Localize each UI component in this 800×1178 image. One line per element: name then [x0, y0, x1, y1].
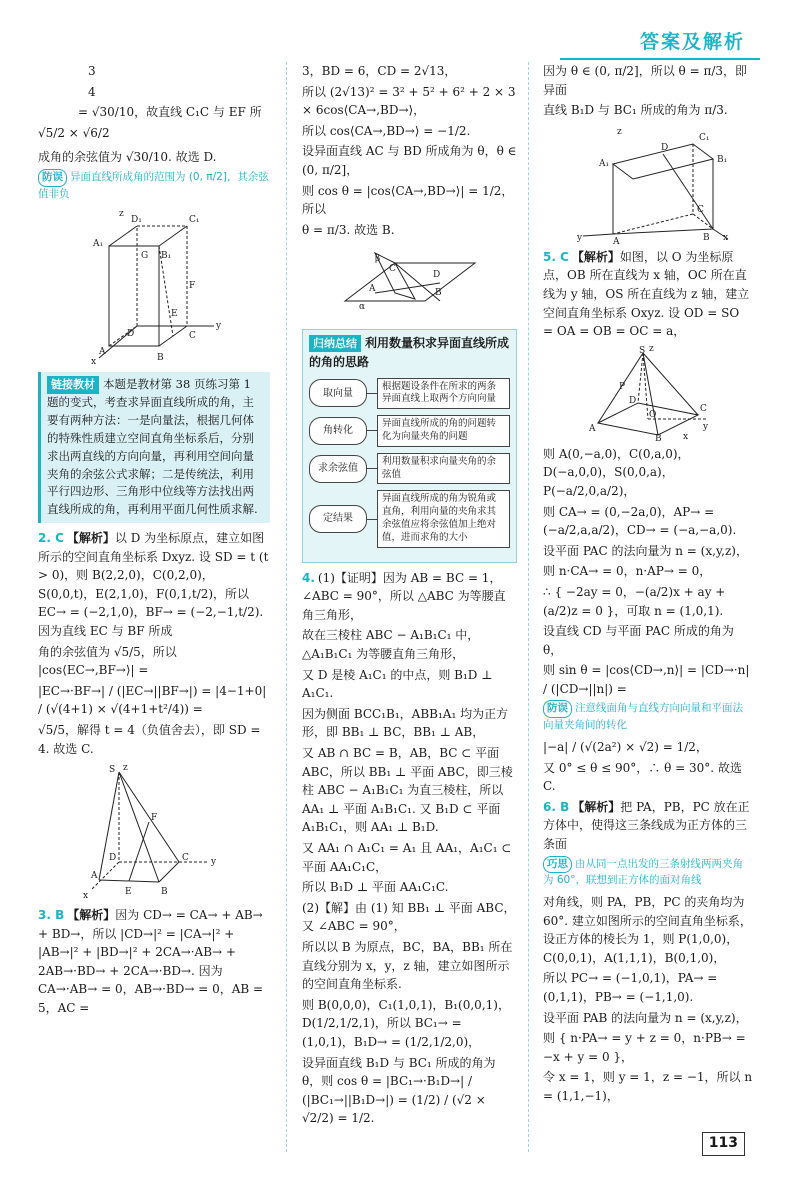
vertex-label: E [125, 887, 132, 898]
flow-step-desc: 异面直线所成的角为锐角或直角，利用向量的夹角求其余弦值应将余弦值加上绝对值，进而求角的大小 [377, 490, 510, 547]
text-line: 故在三棱柱 ABC − A₁B₁C₁ 中，△A₁B₁C₁ 为等腰直角三角形， [302, 628, 480, 662]
answer-tag: 【解析】 [66, 530, 115, 545]
vertex-label: S [109, 765, 116, 776]
pyramid-figure [79, 762, 229, 902]
text-line: 令 x = 1，则 y = 1，z = −1，所以 n = (1,1,−1)， [543, 1070, 753, 1103]
text-line: 设异面直线 B₁D 与 BC₁ 所成的角为 θ，则 cos θ = |BC₁→·B₁D→| / (|BC₁→||B₁D→|) = (1/2) / (√2 × √2/2) = 1/2. [302, 1055, 496, 1126]
link-text: 本题是教材第 38 页练习第 1 题的变式，考查求异面直线所成的角，主要有两种方法：一是向量法，根据几何体的特殊性质建立空间直角坐标系后，分别求出两直线的方向向量，再利用空间向量夹角的余弦公式求解；二是传统法，利用平行四边形、三角形中位线等方法找出两直线所成的角，再利用平面几何性质求解. [47, 377, 258, 517]
flow-step-label: 取向量 [309, 379, 367, 407]
vertex-label: y [211, 857, 217, 868]
figure-label: A [368, 284, 375, 295]
vertex-label: z [649, 344, 654, 354]
text-line: 所以 PC→ = (−1,0,1)，PA→ = (0,1,1)，PB→ = (−1,1,0). [543, 971, 718, 1004]
text-line: 所以 cos⟨CA→,BD→⟩ = −1/2. [302, 123, 471, 138]
question-number: 5. C [543, 249, 569, 264]
question-number: 2. C [38, 530, 64, 545]
text-line: 设平面 PAB 的法向量为 n = (x,y,z)， [543, 1010, 748, 1025]
vertex-label: C [697, 204, 704, 215]
dihedral-figure [335, 243, 485, 323]
text-line: 所以 (2√13)² = 3² + 5² + 6² + 2 × 3 × 6cos⟨CA→,BD→⟩， [302, 84, 516, 118]
text-line: 角的余弦值为 √5/5，所以 |cos⟨EC→,BF→⟩| = [38, 644, 177, 678]
vertex-label: P [619, 381, 626, 392]
flow-step [309, 490, 510, 547]
question-3 [38, 906, 270, 1018]
text-line: 则 { n·PA→ = y + z = 0，n·PB→ = −x + y = 0 }， [543, 1031, 746, 1064]
vertex-label: S [639, 345, 646, 356]
column-2 [302, 62, 517, 1130]
text-line: 因为 θ ∈ (0, π/2]，所以 θ = π/3，即异面 [543, 64, 748, 97]
tip-badge: 巧思 [543, 856, 572, 874]
text-line: 所以 B₁D ⊥ 平面 AA₁C₁C. [302, 880, 449, 895]
column-3 [543, 62, 753, 1108]
figure-label: B [434, 288, 442, 299]
vertex-label: O [649, 409, 657, 420]
octahedron-figure [583, 345, 713, 441]
flow-arrow [367, 519, 377, 520]
tip-text: 由从同一点出发的三条射线两两夹角为 60°，联想到正方体的面对角线 [543, 857, 743, 887]
page-number: 113 [702, 1132, 745, 1156]
vertex-label: A [91, 871, 98, 882]
vertex-label: F [189, 281, 196, 292]
text-line: 如图，以 O 为坐标原点，OB 所在直线为 x 轴，OC 所在直线为 y 轴，OS 所在直线为 z 轴，建立空间直角坐标系 Oxyz. 设 OD = SO = OA = OB = OC = a， [543, 249, 750, 339]
flow-step-label: 求余弦值 [309, 455, 367, 483]
column-1 [38, 62, 270, 1020]
figure-label: C [388, 264, 396, 275]
vertex-label: C [700, 403, 707, 414]
answer-tag: 【解析】 [67, 908, 116, 923]
vertex-label: y [577, 232, 583, 243]
text-line: 3，BD = 6，CD = 2√13， [302, 64, 457, 78]
text-line: 以 D 为坐标原点，建立如图所示的空间直角坐标系 Dxyz. 设 SD = t (t > 0)，则 B(2,2,0)，C(0,2,0)，S(0,0,t)，E(2,1,0)，F(0,1,t/2)，所以 EC→ = (−2,1,0)，BF→ = (−2,−1,t/2). 因为直线 EC 与 BF 所成 [38, 530, 269, 638]
answer-tag: 【解析】 [571, 249, 620, 264]
flow-step [309, 415, 510, 447]
text-line: |EC→·BF→| / (|EC→||BF→|) = |4−1+0| / (√(4+1) × √(4+1+t²/4)) = [38, 683, 267, 717]
text-line: θ = π/3. 故选 B. [302, 222, 395, 237]
flow-arrow [367, 468, 377, 469]
tip-text: 异面直线所成角的范围为 (0, π/2]，其余弦值非负 [38, 170, 269, 200]
vertex-label: B [161, 887, 168, 898]
vertex-label: x [91, 357, 97, 367]
text-line: 成角的余弦值为 √30/10. 故选 D. [38, 150, 217, 165]
textbook-link-box [38, 372, 270, 523]
text-line: 则 CA→ = (0,−2a,0)，AP→ = (−a/2,a,a/2)，CD→ = (−a,−a,0). [543, 504, 737, 538]
header-rule [560, 58, 760, 60]
vertex-label: B [703, 232, 710, 243]
vertex-label: C [182, 853, 189, 864]
flow-arrow [367, 430, 377, 431]
summary-badge: 归纳总结 [309, 335, 361, 352]
flow-step-desc: 异面直线所成的角的问题转化为向量夹角的问题 [377, 415, 510, 447]
text-line: 又 AA₁ ∩ A₁C₁ = A₁ 且 AA₁，A₁C₁ ⊂ 平面 AA₁C₁C， [302, 840, 512, 874]
text-line: 又 D 是棱 A₁C₁ 的中点，则 B₁D ⊥ A₁C₁. [302, 667, 493, 701]
tip-note [543, 700, 753, 734]
vertex-label: z [123, 763, 128, 774]
vertex-label: D [127, 329, 135, 340]
text-line: 把 PA，PB，PC 放在正方体中，使得这三条线成为正方体的三条面 [543, 799, 750, 851]
vertex-label: D [661, 142, 669, 153]
vertex-label: G [141, 251, 149, 262]
vertex-label: D [629, 395, 637, 406]
page-header [0, 0, 800, 60]
vertex-label: x [683, 431, 689, 441]
vertex-label: A [613, 236, 620, 244]
text-line: (2)【解】由 (1) 知 BB₁ ⊥ 平面 ABC，又 ∠ABC = 90°， [302, 900, 516, 934]
text-line: 因为侧面 BCC₁B₁，ABB₁A₁ 均为正方形，即 BB₁ ⊥ BC，BB₁ ⊥ AB， [302, 706, 509, 740]
vertex-label: A [589, 423, 596, 434]
text-line: 设直线 CD 与平面 PAC 所成的角为 θ， [543, 624, 734, 657]
summary-heading [309, 334, 510, 371]
flow-step-desc: 利用数量积求向量夹角的余弦值 [377, 453, 510, 485]
text-line: 设平面 PAC 的法向量为 n = (x,y,z)， [543, 543, 748, 558]
vertex-label: B₁ [161, 251, 172, 262]
vertex-label: F [151, 813, 158, 824]
summary-box [302, 329, 517, 562]
text-line: 直线 B₁D 与 BC₁ 所成的角为 π/3. [543, 103, 728, 118]
text-line: = √30/10，故直线 C₁C 与 EF 所 [78, 105, 262, 120]
vertex-label: B [655, 433, 662, 441]
section-title: 答案及解析 [639, 31, 745, 53]
vertex-label: y [216, 321, 222, 332]
flow-step-label: 定结果 [309, 505, 367, 533]
vertex-label: A₁ [599, 158, 610, 169]
tip-text: 注意线面角与直线方向向量和平面法向量夹角间的转化 [543, 702, 743, 732]
vertex-label: C₁ [699, 132, 710, 143]
column-divider [528, 62, 529, 1152]
vertex-label: A [99, 347, 106, 358]
question-6 [543, 798, 753, 854]
vertex-label: B₁ [717, 154, 728, 165]
vertex-label: A₁ [93, 239, 104, 250]
vertex-label: C₁ [189, 215, 200, 226]
summary-title: 利用数量积求异面直线所成的角的思路 [309, 336, 510, 369]
text-line: ∴ { −2ay = 0，−(a/2)x + ay + (a/2)z = 0 }，可取 n = (1,0,1). [543, 584, 726, 618]
text-line: 则 cos θ = |cos⟨CA→,BD→⟩| = 1/2，所以 [302, 183, 514, 217]
vertex-label: D₁ [131, 215, 142, 226]
text-line: √5/5，解得 t = 4（负值舍去），即 SD = 4. 故选 C. [38, 722, 261, 756]
vertex-label: B [157, 353, 164, 364]
figure-label: β [374, 254, 380, 265]
tip-badge: 防误 [38, 169, 67, 187]
text-line: 则 sin θ = |cos⟨CD→,n⟩| = |CD→·n| / (|CD→||n|) = [543, 663, 750, 696]
vertex-label: E [171, 309, 178, 320]
vertex-label: D [109, 853, 117, 864]
question-4 [302, 569, 517, 625]
text-line: 则 n·CA→ = 0，n·AP→ = 0， [543, 564, 712, 579]
prism-figure [563, 124, 733, 244]
question-2 [38, 529, 270, 641]
figure-label: α [358, 302, 365, 313]
vertex-label: z [119, 209, 124, 220]
column-divider [286, 62, 287, 1152]
vertex-label: y [703, 421, 709, 432]
text-line: 又 AB ∩ BC = B，AB，BC ⊂ 平面 ABC，所以 BB₁ ⊥ 平面 ABC，即三棱柱 ABC − A₁B₁C₁ 为直三棱柱，所以 AA₁ ⊥ 平面 A₁B₁C₁. 又 B₁D ⊂ 平面 A₁B₁C₁，则 AA₁ ⊥ B₁D. [302, 746, 513, 835]
answer-tag: 【解析】 [572, 799, 621, 814]
question-number: 4. [302, 570, 315, 585]
text-line: 4 [88, 84, 96, 99]
text-line: |−a| / (√(2a²) × √2) = 1/2， [543, 739, 708, 754]
text-line: 又 0° ≤ θ ≤ 90°，∴ θ = 30°. 故选 C. [543, 760, 742, 794]
tip-note [38, 169, 270, 203]
text-line: 所以以 B 为原点，BC，BA，BB₁ 所在直线分别为 x，y，z 轴，建立如图所示的空间直角坐标系. [302, 939, 513, 992]
flow-step-desc: 根据题设条件在所求的两条异面直线上取两个方向向量 [377, 378, 510, 410]
flow-step [309, 378, 510, 410]
tip-note [543, 856, 753, 890]
vertex-label: C [189, 331, 196, 342]
link-badge: 链接教材 [47, 376, 99, 393]
vertex-label: z [617, 126, 622, 137]
flow-arrow [367, 393, 377, 394]
text-line: 对角线，则 PA，PB，PC 的夹角均为 60°. 建立如图所示的空间直角坐标系，设正方体的棱长为 1，则 P(1,0,0)，C(0,0,1)，A(1,1,1)，B(0,1,0)， [543, 895, 752, 965]
text-line: 则 A(0,−a,0)，C(0,a,0)，D(−a,0,0)，S(0,0,a)，P(−a/2,0,a/2)， [543, 446, 690, 498]
flow-step-label: 角转化 [309, 417, 367, 445]
question-5 [543, 248, 753, 341]
question-number: 6. B [543, 799, 570, 814]
text-line: (1)【证明】因为 AB = BC = 1，∠ABC = 90°，所以 △ABC 为等腰直角三角形， [302, 570, 506, 622]
text-line: 设异面直线 AC 与 BD 所成角为 θ，θ ∈ (0, π/2]， [302, 144, 517, 177]
text-line: 3 [88, 64, 96, 78]
vertex-label: x [83, 891, 89, 902]
cube-figure [79, 206, 229, 366]
question-number: 3. B [38, 908, 65, 923]
text-line: √5/2 × √6/2 [38, 125, 110, 140]
vertex-label: x [723, 232, 729, 243]
text-line: 因为 CD→ = CA→ + AB→ + BD→，所以 |CD→|² = |CA→|² + |AB→|² + |BD→|² + 2CA→·AB→ + 2AB→·BD→ + 2CA→·BD→. 因为 CA→·AB→ = 0，AB→·BD→ = 0，AB = 5，AC = [38, 908, 264, 1016]
text-line: 则 B(0,0,0)，C₁(1,0,1)，B₁(0,0,1)，D(1/2,1/2,1)，所以 BC₁→ = (1,0,1)，B₁D→ = (1/2,1/2,0)， [302, 997, 510, 1049]
flow-step [309, 453, 510, 485]
figure-label: D [432, 270, 440, 281]
tip-badge: 防误 [543, 700, 572, 718]
